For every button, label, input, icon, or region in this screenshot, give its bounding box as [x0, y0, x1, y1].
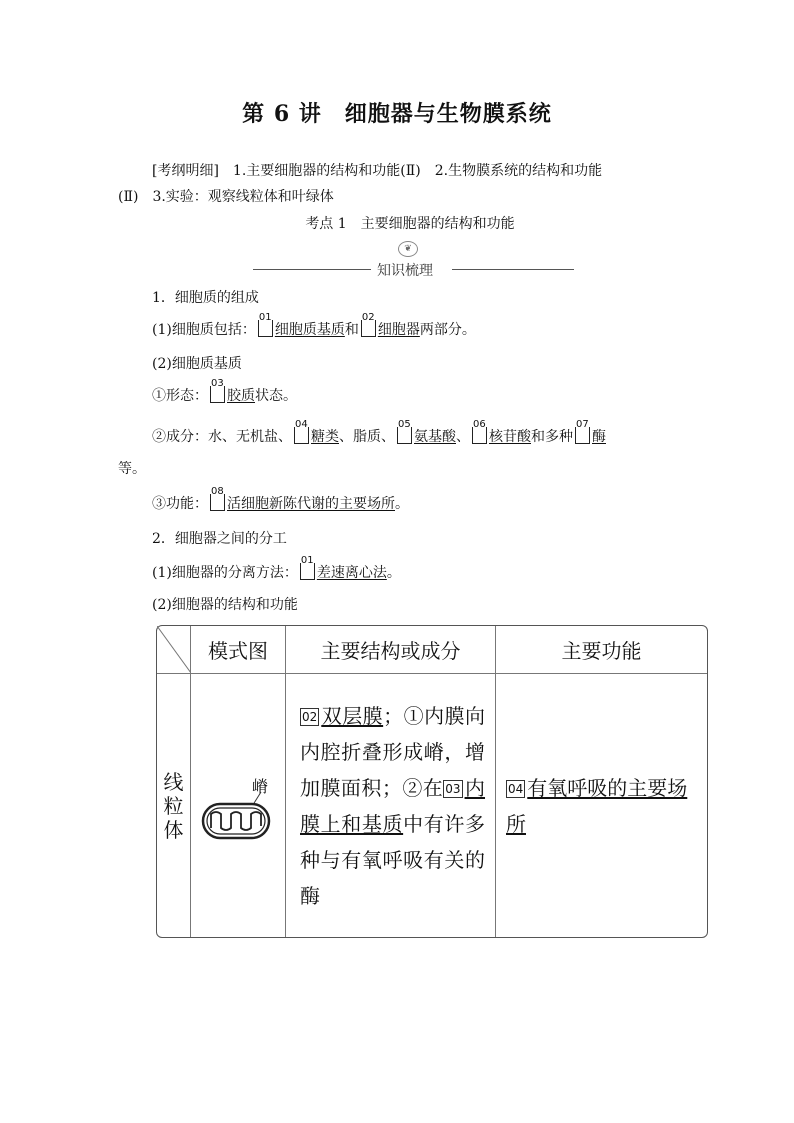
- para-separation: (1)细胞器的分离方法： 01 差速离心法。: [152, 555, 401, 581]
- blank-tag: 06: [472, 427, 487, 444]
- mitochondrion-diagram-cell: [191, 674, 286, 937]
- blank-tag: 01: [300, 563, 315, 580]
- para-matrix-title: (2)细胞质基质: [152, 356, 242, 372]
- header-diagram: 模式图: [191, 626, 286, 674]
- corner-cell: [157, 626, 191, 674]
- corner-diagonal: [157, 626, 191, 673]
- blank-tag: 08: [210, 494, 225, 511]
- syllabus-line2: (Ⅱ) 3.实验：观察线粒体和叶绿体: [118, 189, 334, 205]
- para-cytoplasm-parts: (1)细胞质包括： 01 细胞质基质和 02 细胞器两部分。: [152, 312, 476, 338]
- banner-right-rule: [452, 269, 574, 270]
- para-matrix-components-cont: 等。: [118, 461, 146, 477]
- header-function: 主要功能: [496, 626, 707, 674]
- para-structure-function: (2)细胞器的结构和功能: [152, 597, 298, 613]
- heading-organelles: 2．细胞器之间的分工: [152, 531, 287, 547]
- function-cell: 04 有氧呼吸的主要场所: [506, 775, 688, 836]
- para-matrix-function: ③功能： 08 活细胞新陈代谢的主要场所。: [152, 486, 409, 512]
- blank-tag: 01: [258, 320, 273, 337]
- banner-left-rule: [253, 269, 371, 270]
- blank-box: 04: [508, 781, 524, 796]
- structure-cell: 02 双层膜；①内膜向内腔折叠形成嵴，增加膜面积；②在 03 内膜上和基质中有许多种与有氧呼吸有关的酶: [286, 674, 496, 937]
- para-matrix-form: ①形态： 03 胶质状态。: [152, 378, 297, 404]
- para-matrix-components: ②成分：水、无机盐、 04 糖类、脂质、 05 氨基酸、 06 核苷酸和多种 07 酶: [152, 419, 606, 445]
- organelle-name: 线 粒 体: [157, 674, 191, 937]
- crista-label: 嵴: [252, 777, 269, 796]
- mitochondrion-icon: [191, 782, 286, 872]
- banner-title: 知识梳理: [377, 263, 433, 279]
- syllabus-line1: [考纲明细] 1.主要细胞器的结构和功能(Ⅱ) 2.生物膜系统的结构和功能: [152, 163, 603, 179]
- blank-tag: 04: [294, 427, 309, 444]
- organelle-table: [156, 625, 708, 938]
- blank-tag: 02: [361, 320, 376, 337]
- blank-box: 03: [445, 781, 461, 796]
- blank-box: 02: [302, 709, 318, 724]
- page-title: 第 6 讲 细胞器与生物膜系统: [242, 101, 552, 127]
- blank-tag: 05: [397, 427, 412, 444]
- table-header-row: [157, 626, 707, 674]
- heading-cytoplasm: 1．细胞质的组成: [152, 290, 259, 306]
- header-structure: 主要结构或成分: [286, 626, 496, 674]
- table-row: [157, 674, 707, 937]
- blank-tag: 03: [210, 386, 225, 403]
- section-title: 考点 1 主要细胞器的结构和功能: [305, 216, 515, 232]
- leaf-icon: ❦: [398, 241, 418, 257]
- blank-tag: 07: [575, 427, 590, 444]
